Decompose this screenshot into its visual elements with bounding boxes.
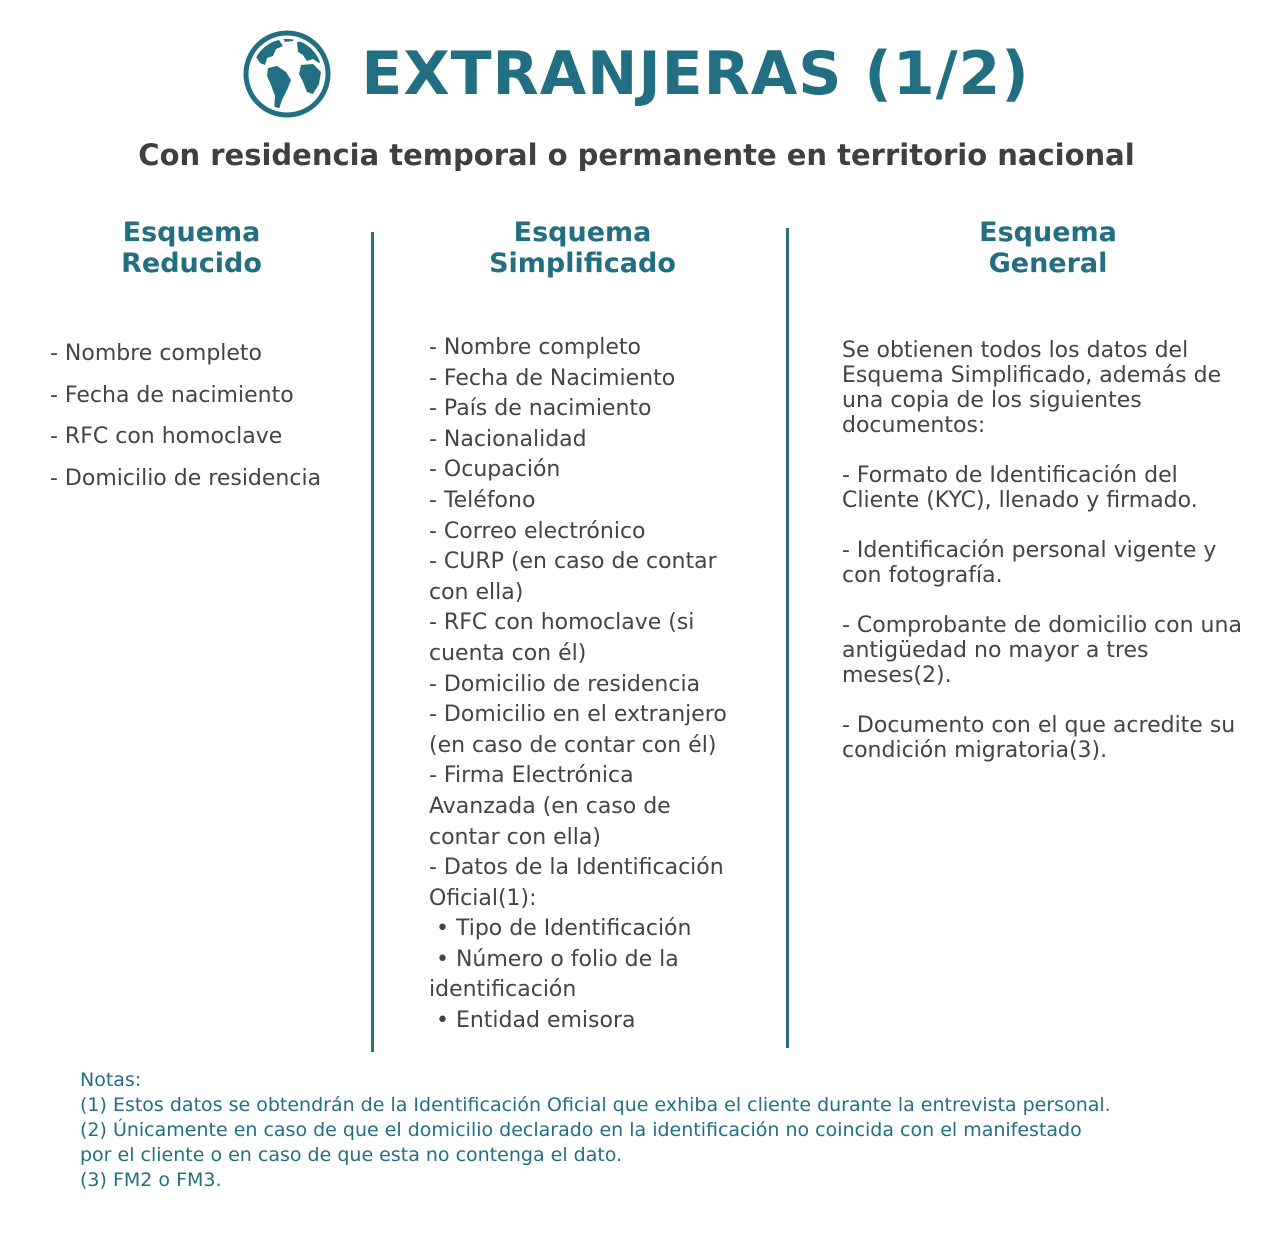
header — [0, 30, 1273, 118]
list-line: - RFC con homoclave (si — [429, 610, 695, 636]
list-line: - Fecha de Nacimiento — [429, 365, 676, 391]
column-title-line: Esquema — [979, 217, 1117, 248]
list-line: contar con ella) — [429, 824, 601, 850]
list-item: - Domicilio de residencia — [50, 465, 322, 491]
footnote-line: por el cliente o en caso de que esta no contenga el dato. — [80, 1144, 623, 1166]
footnote-line: (1) Estos datos se obtendrán de la Identificación Oficial que exhiba el cliente durante la entrevista personal. — [80, 1094, 1111, 1116]
reducido-list — [50, 333, 321, 499]
general-paragraph: - Documento con el que acredite su condición migratoria(3). — [842, 713, 1236, 763]
list-line: - País de nacimiento — [429, 396, 652, 422]
column-title-simplificado — [430, 217, 735, 279]
list-line: • Número o folio de la — [429, 946, 679, 972]
list-line: • Entidad emisora — [429, 1008, 636, 1034]
list-line: con ella) — [429, 579, 524, 605]
list-line: - Nacionalidad — [429, 426, 587, 452]
list-line: cuenta con él) — [429, 640, 587, 666]
list-line: - Domicilio de residencia — [429, 671, 701, 697]
general-paragraph: - Comprobante de domicilio con una antigüedad no mayor a tres meses(2). — [842, 613, 1242, 688]
page-subtitle: Con residencia temporal o permanente en territorio nacional — [138, 138, 1135, 172]
list-line: • Tipo de Identificación — [429, 916, 692, 942]
notes-heading: Notas: — [80, 1069, 142, 1091]
column-divider — [786, 228, 789, 1048]
list-line: (en caso de contar con él) — [429, 732, 717, 758]
list-line: identificación — [429, 977, 577, 1003]
general-paragraph: Se obtienen todos los datos del Esquema Simplificado, además de una copia de los siguientes documentos: — [842, 338, 1222, 438]
list-line: - Datos de la Identificación — [429, 855, 724, 881]
general-paragraph: - Identificación personal vigente y con fotografía. — [842, 538, 1217, 588]
list-line: Avanzada (en caso de — [429, 793, 671, 819]
list-line: - Firma Electrónica — [429, 763, 634, 789]
footnotes — [80, 1068, 1240, 1193]
list-line: - Teléfono — [429, 487, 536, 513]
footnote-line: (3) FM2 o FM3. — [80, 1169, 222, 1191]
column-title-line: General — [988, 248, 1108, 279]
list-line: - Correo electrónico — [429, 518, 646, 544]
simplificado-list — [429, 333, 727, 1037]
column-title-line: Reducido — [121, 248, 262, 279]
column-title-reducido — [50, 217, 333, 279]
list-line: - Nombre completo — [429, 335, 642, 360]
general-paragraph: - Formato de Identificación del Cliente (KYC), llenado y firmado. — [842, 463, 1198, 513]
column-title-line: Esquema — [513, 217, 652, 248]
list-line: - Domicilio en el extranjero — [429, 702, 727, 728]
column-title-general — [900, 217, 1196, 279]
general-description — [842, 338, 1242, 788]
column-divider — [371, 232, 374, 1052]
list-item: - RFC con homoclave — [50, 424, 283, 449]
list-item: - Fecha de nacimiento — [50, 382, 294, 408]
globe-icon — [243, 30, 331, 118]
column-title-line: Esquema — [122, 217, 261, 248]
list-line: - Ocupación — [429, 457, 561, 483]
column-title-line: Simplificado — [489, 248, 676, 279]
list-line: Oficial(1): — [429, 885, 537, 911]
list-line: - CURP (en caso de contar — [429, 549, 717, 575]
footnote-line: (2) Únicamente en caso de que el domicilio declarado en la identificación no coincida con el manifestado — [80, 1119, 1082, 1141]
page-title: EXTRANJERAS (1/2) — [361, 39, 1030, 109]
list-item: - Nombre completo — [50, 341, 263, 366]
